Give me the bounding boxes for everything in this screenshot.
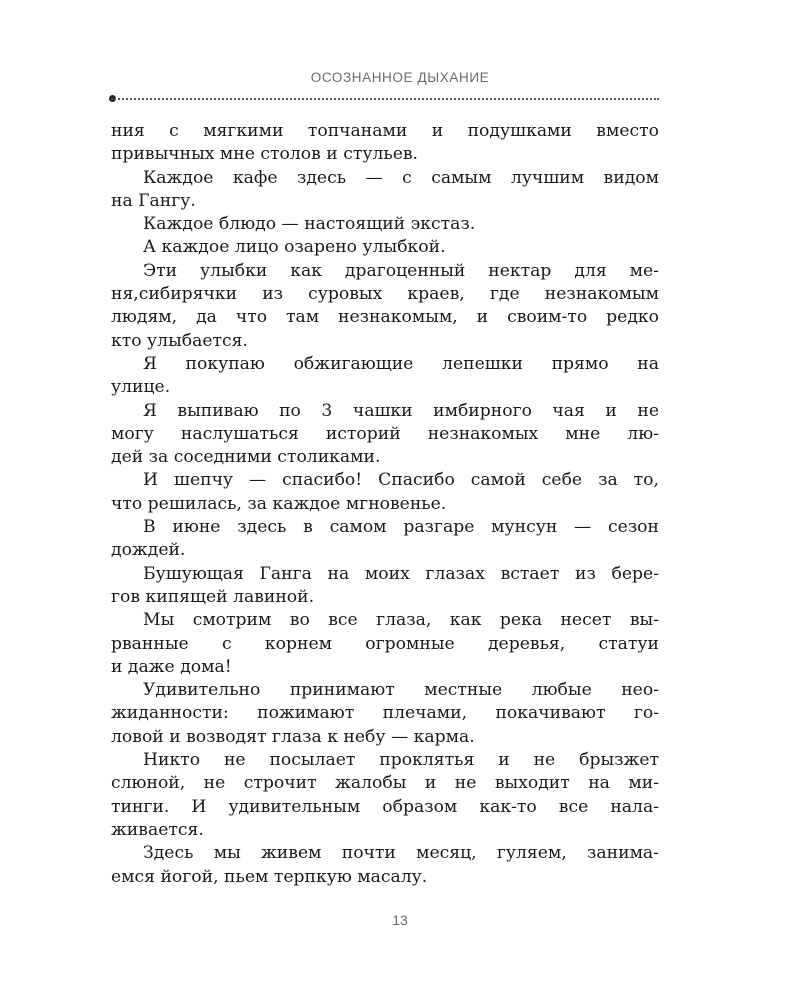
text-line: дей за соседними столиками.	[111, 447, 381, 468]
text-line: Я выпиваю по 3 чашки имбирного чая и не	[143, 400, 659, 421]
text-line: жиданности: пожимают плечами, покачивают го-	[111, 703, 659, 724]
text-line: ня,сибирячки из суровых краев, где незнакомым	[111, 284, 659, 305]
body-text	[111, 120, 659, 889]
text-line: слюной, не строчит жалобы и не выходит на ми-	[111, 773, 659, 794]
text-line: Мы смотрим во все глаза, как река несет вы-	[143, 610, 659, 631]
text-line: привычных мне столов и стульев.	[111, 144, 419, 165]
page-number: 13	[392, 912, 408, 928]
text-line: улице.	[111, 377, 171, 398]
text-line: Удивительно принимают местные любые нео-	[143, 680, 659, 701]
text-line: А каждое лицо озарено улыбкой.	[143, 237, 446, 258]
text-line: что решилась, за каждое мгновенье.	[111, 493, 447, 514]
text-line: людям, да что там незнакомым, и своим-то редко	[111, 307, 659, 328]
text-line: гов кипящей лавиной.	[111, 586, 315, 607]
text-line: емся йогой, пьем терпкую масалу.	[111, 866, 428, 887]
text-line: кто улыбается.	[111, 330, 248, 351]
text-line: Здесь мы живем почти месяц, гуляем, занима-	[143, 843, 659, 864]
text-line: Никто не посылает проклятья и не брызжет	[143, 750, 659, 771]
header-dotted-rule	[111, 98, 659, 100]
text-line: на Гангу.	[111, 190, 196, 211]
text-line: Каждое блюдо — настоящий экстаз.	[143, 214, 476, 235]
text-line: Эти улыбки как драгоценный нектар для ме-	[143, 260, 659, 281]
text-line: Я покупаю обжигающие лепешки прямо на	[143, 353, 659, 374]
text-line: И шепчу — спасибо! Спасибо самой себе за то,	[143, 470, 659, 491]
text-line: дождей.	[111, 540, 186, 561]
running-head-title: ОСОЗНАННОЕ ДЫХАНИЕ	[310, 70, 490, 85]
text-line: В июне здесь в самом разгаре мунсун — сезон	[143, 517, 659, 538]
text-line: ния с мягкими топчанами и подушками вместо	[111, 121, 659, 141]
text-line: рванные с корнем огромные деревья, статуи	[111, 633, 659, 654]
text-line: ловой и возводят глаза к небу — карма.	[111, 726, 475, 747]
text-line: Бушующая Ганга на моих глазах встает из бере-	[143, 563, 659, 584]
text-line: Каждое кафе здесь — с самым лучшим видом	[143, 167, 659, 188]
text-line: и даже дома!	[111, 656, 232, 677]
text-line: могу наслушаться историй незнакомых мне лю-	[111, 423, 659, 444]
text-line: тинги. И удивительным образом как-то все нала-	[111, 796, 659, 817]
text-line: живается.	[111, 819, 204, 840]
